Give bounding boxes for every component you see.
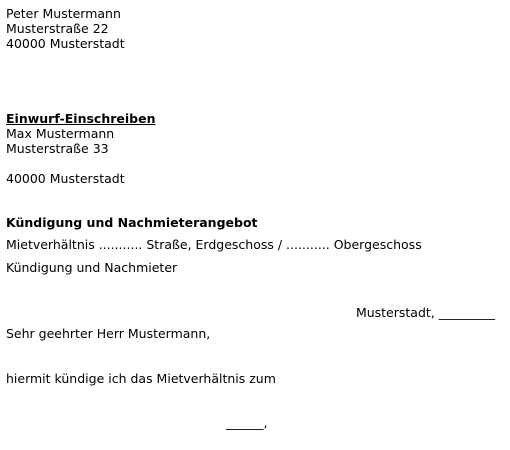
sender-city: 40000 Musterstadt [6, 36, 125, 51]
sender-street: Musterstraße 22 [6, 21, 109, 36]
subject-line-2: Kündigung und Nachmieter [6, 260, 178, 275]
sender-name: Peter Mustermann [6, 6, 121, 21]
place-date: Musterstadt, _________ [355, 305, 495, 320]
recipient-street: Musterstraße 33 [6, 141, 109, 156]
recipient-name: Max Mustermann [6, 126, 115, 141]
body-text: hiermit kündige ich das Mietverhältnis zum [6, 371, 276, 386]
subject-line-1: Mietverhältnis ........... Straße, Erdgeschoss / ........... Obergeschoss [6, 237, 422, 252]
date-blank: ______, [226, 415, 268, 430]
delivery-type: Einwurf-Einschreiben [6, 111, 156, 126]
subject-title: Kündigung und Nachmieterangebot [6, 215, 258, 230]
salutation: Sehr geehrter Herr Mustermann, [6, 326, 211, 341]
recipient-city: 40000 Musterstadt [6, 171, 125, 186]
